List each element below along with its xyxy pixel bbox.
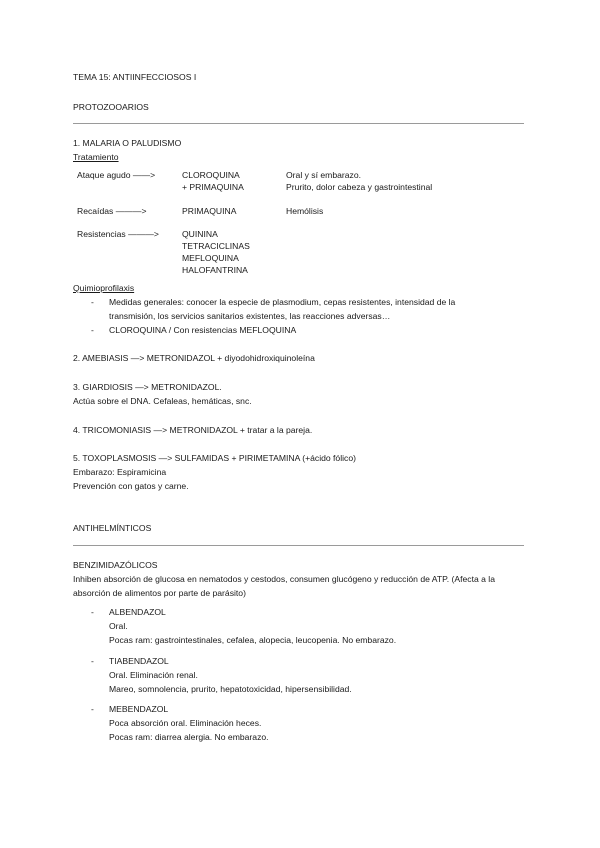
drug-albendazol: ALBENDAZOL: [109, 607, 166, 617]
section-divider: [73, 123, 524, 124]
document-title: TEMA 15: ANTIINFECCIOSOS I: [73, 72, 197, 82]
drug-detail: Oral. Eliminación renal.: [109, 670, 198, 680]
benzimidazolicos-intro: absorción de alimentos por parte de parásito): [73, 588, 246, 598]
drug-primaquina-recaidas: PRIMAQUINA: [182, 206, 237, 216]
row-label-recaidas: Recaídas ———>: [77, 206, 147, 216]
drug-cloroquina: CLOROQUINA: [182, 170, 240, 180]
section-heading-antihelminticos: ANTIHELMÍNTICOS: [73, 523, 152, 533]
prophylaxis-label: Quimioprofilaxis: [73, 283, 135, 293]
drug-halofantrina: HALOFANTRINA: [182, 265, 248, 275]
treatment-label: Tratamiento: [73, 152, 119, 162]
drug-detail: Pocas ram: diarrea alergia. No embarazo.: [109, 732, 269, 742]
bullet-line: transmisión, los servicios sanitarios existentes, las reacciones adversas…: [109, 311, 391, 321]
bullet-dash: -: [91, 325, 94, 335]
drug-tetraciclinas: TETRACICLINAS: [182, 241, 250, 251]
tricomoniasis-line: 4. TRICOMONIASIS —> METRONIDAZOL + tratar a la pareja.: [73, 425, 313, 435]
toxoplasmosis-line: Prevención con gatos y carne.: [73, 481, 189, 491]
drug-detail: Oral.: [109, 621, 128, 631]
drug-mefloquina: MEFLOQUINA: [182, 253, 239, 263]
drug-detail: Mareo, somnolencia, prurito, hepatotoxicidad, hipersensibilidad.: [109, 684, 352, 694]
amebiasis-line: 2. AMEBIASIS —> METRONIDAZOL + diyodohidroxiquinoleína: [73, 353, 315, 363]
benzimidazolicos-heading: BENZIMIDAZÓLICOS: [73, 560, 158, 570]
note-prurito: Prurito, dolor cabeza y gastrointestinal: [286, 182, 433, 192]
bullet-dash: -: [91, 656, 94, 666]
section-heading-protozoarios: PROTOZOOARIOS: [73, 102, 149, 112]
note-hemolisis: Hemólisis: [286, 206, 324, 216]
bullet-dash: -: [91, 297, 94, 307]
drug-detail: Pocas ram: gastrointestinales, cefalea, alopecia, leucopenia. No embarazo.: [109, 635, 397, 645]
note-oral: Oral y sí embarazo.: [286, 170, 361, 180]
drug-mebendazol: MEBENDAZOL: [109, 704, 169, 714]
bullet-dash: -: [91, 704, 94, 714]
bullet-line: Medidas generales: conocer la especie de plasmodium, cepas resistentes, intensidad de la: [109, 297, 456, 307]
drug-quinina: QUININA: [182, 229, 218, 239]
drug-tiabendazol: TIABENDAZOL: [109, 656, 169, 666]
benzimidazolicos-intro: Inhiben absorción de glucosa en nematodos y cestodos, consumen glucógeno y reducción de ATP. (Afecta a la: [73, 574, 495, 584]
giardiosis-text: Actúa sobre el DNA. Cefaleas, hemáticas, snc.: [73, 396, 252, 406]
section-divider: [73, 545, 524, 546]
row-label-resistencias: Resistencias ———>: [77, 229, 159, 239]
bullet-dash: -: [91, 607, 94, 617]
toxoplasmosis-heading: 5. TOXOPLASMOSIS —> SULFAMIDAS + PIRIMETAMINA (+ácido fólico): [73, 453, 356, 463]
drug-primaquina: + PRIMAQUINA: [182, 182, 244, 192]
bullet-line: CLOROQUINA / Con resistencias MEFLOQUINA: [109, 325, 297, 335]
giardiosis-heading: 3. GIARDIOSIS —> METRONIDAZOL.: [73, 382, 222, 392]
drug-detail: Poca absorción oral. Eliminación heces.: [109, 718, 262, 728]
malaria-heading: 1. MALARIA O PALUDISMO: [73, 138, 182, 148]
row-label-ataque: Ataque agudo ——>: [77, 170, 156, 180]
toxoplasmosis-line: Embarazo: Espiramicina: [73, 467, 167, 477]
